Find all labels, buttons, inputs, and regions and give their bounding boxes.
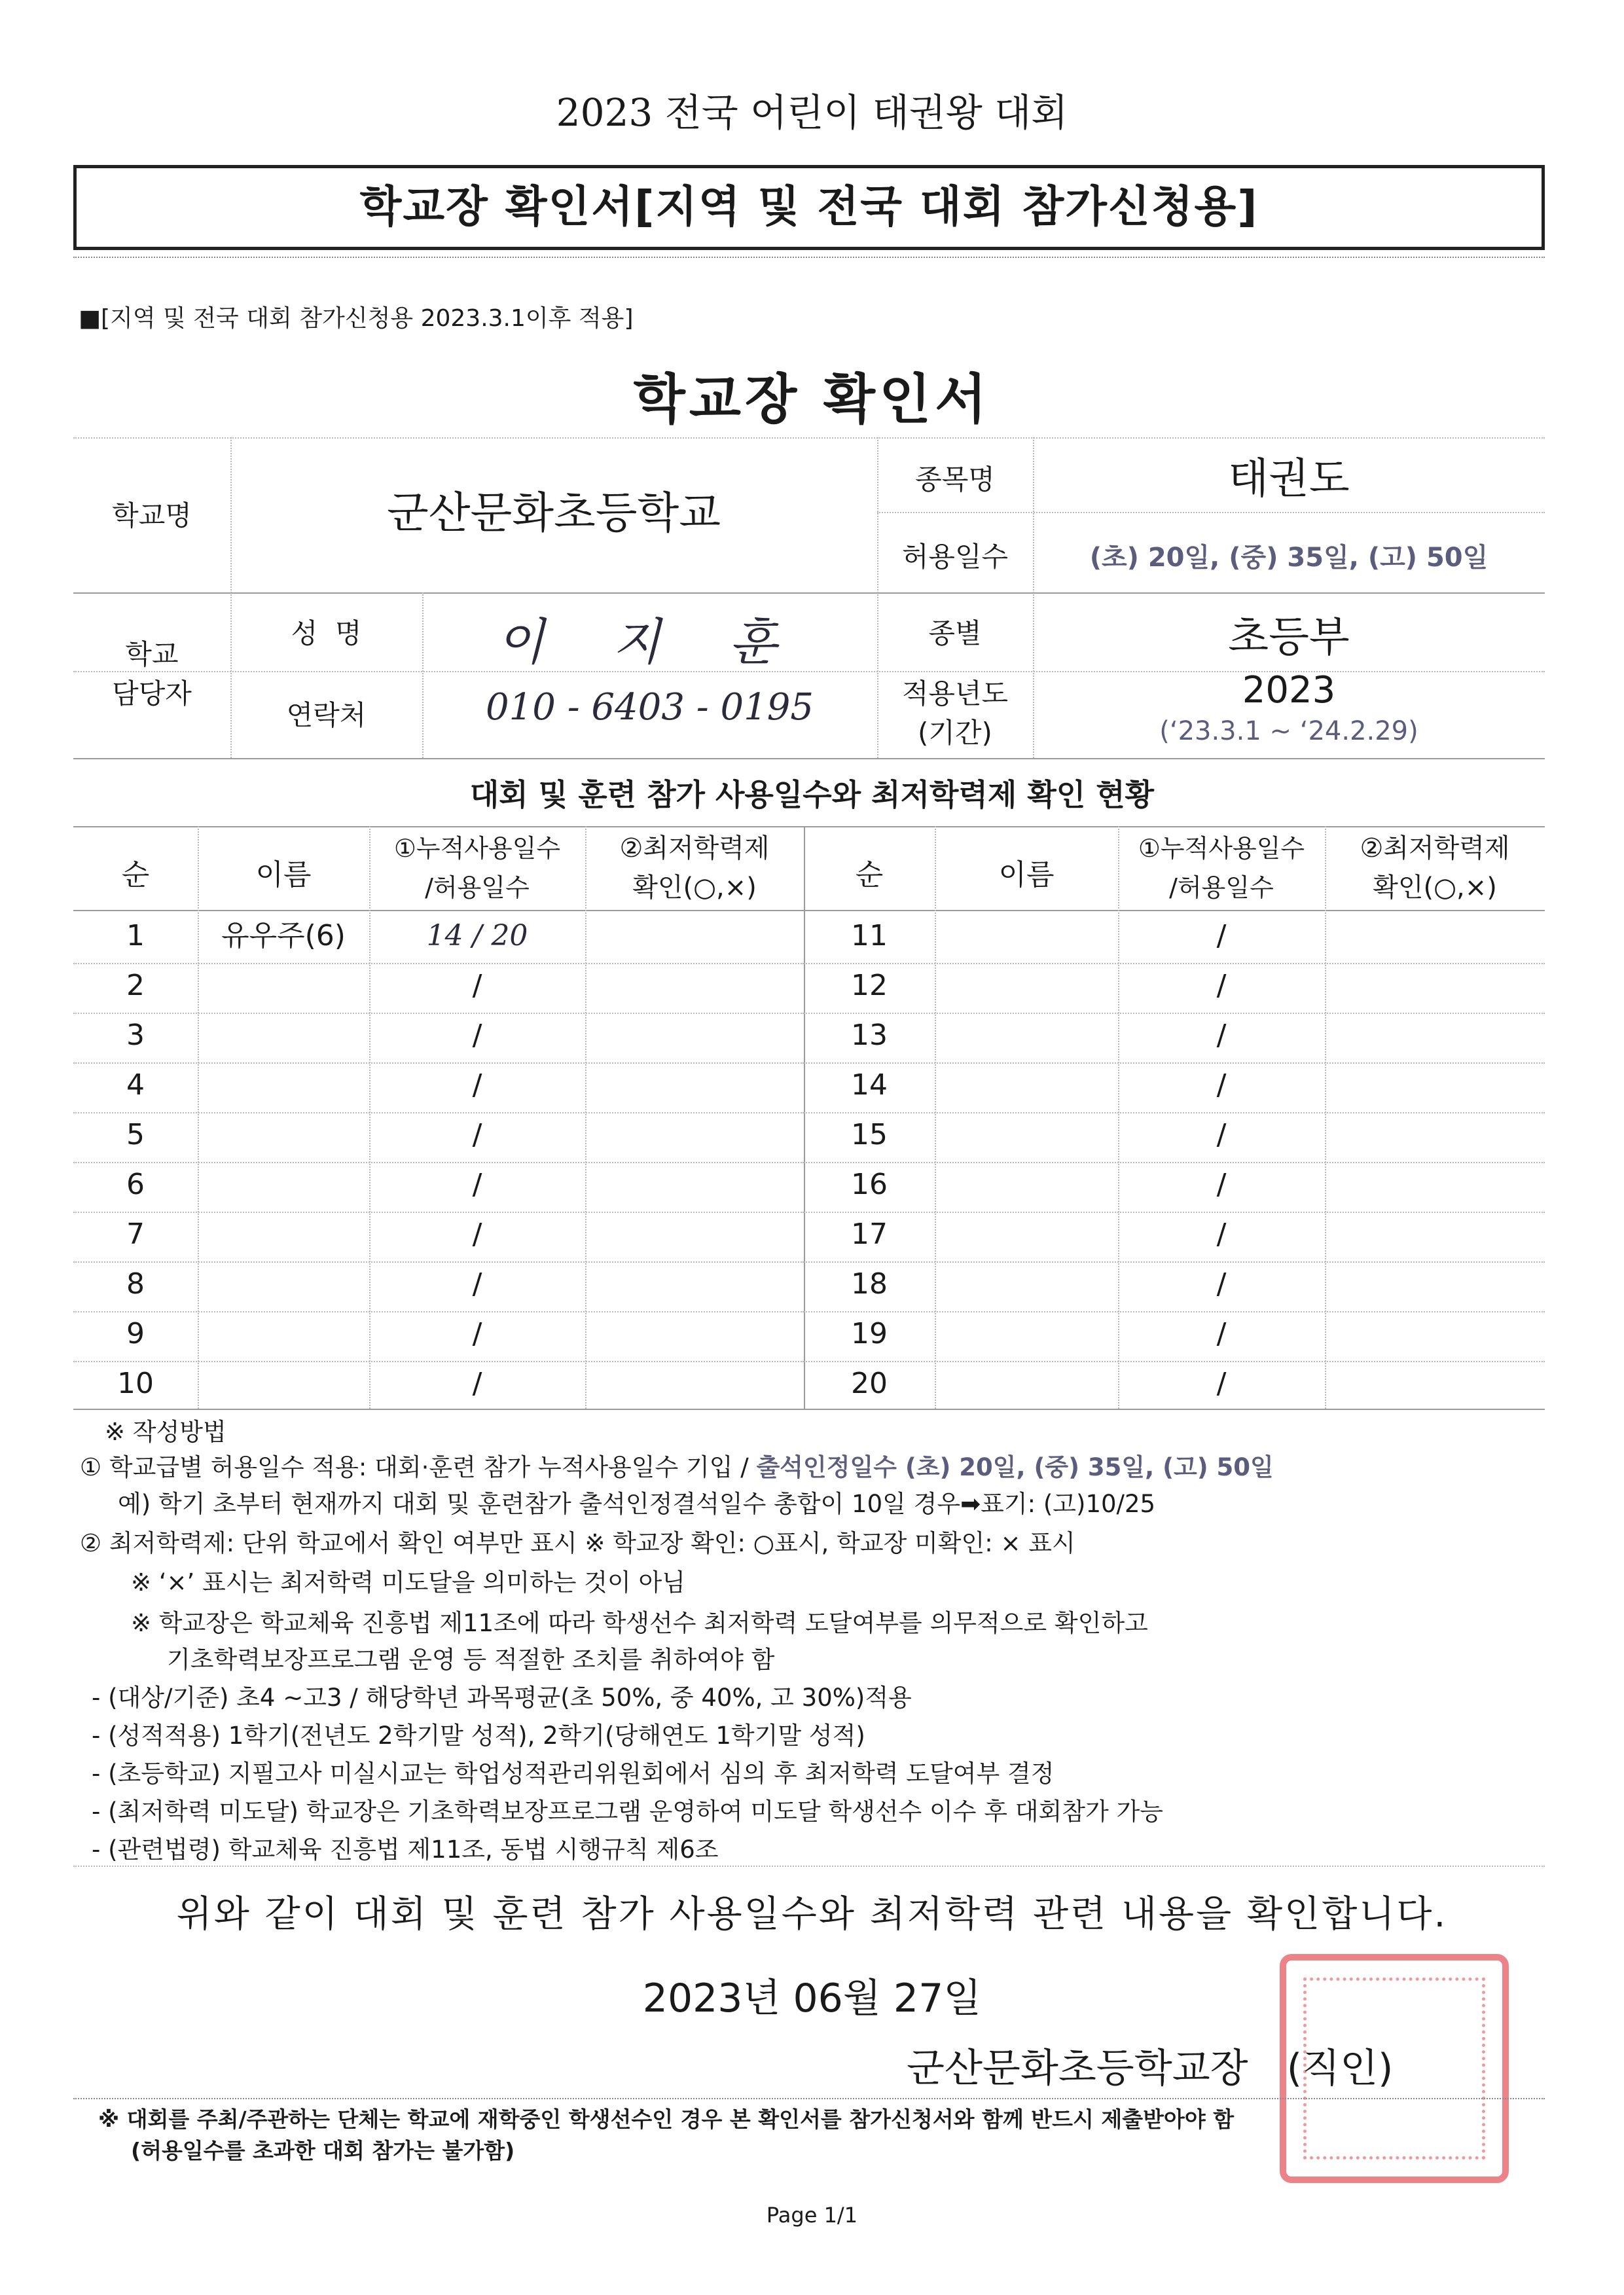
table-cell-no-left: 10 [117,1367,154,1400]
table-cell-no-right: 15 [851,1118,888,1151]
table-cell-no-left: 4 [126,1068,145,1102]
table-cell-check-left [585,1112,804,1158]
signer: 군산문화초등학교장 (직인) [907,2046,1394,2091]
contact-value: 010 - 6403 - 0195 [486,686,814,729]
note-1: ① 학교급별 허용일수 적용: 대회·훈련 참가 누적사용일수 기입 / 출석인정일수 (초) 20일, (중) 35일, (고) 50일 [80,1453,1274,1481]
table-cell-days-right: / [1216,1367,1227,1400]
days-value: (초) 20일, (중) 35일, (고) 50일 [1089,543,1489,573]
note-2: ② 최저학력제: 단위 학교에서 확인 여부만 표시 ※ 학교장 확인: ○표시, 학교장 미확인: × 표시 [80,1529,1075,1557]
table-cell-name-right [935,1112,1118,1158]
division-value: 초등부 [1228,613,1350,662]
table-cell-check-left [585,1311,804,1357]
table-cell-days-left: / [472,1218,482,1251]
doc-title: 학교장 확인서[지역 및 전국 대회 참가신청용] [359,181,1259,232]
table-cell-days-left: / [472,1317,482,1350]
table-cell-days-left: / [472,1267,482,1301]
note-2-sub2: ※ 학교장은 학교체육 진흥법 제11조에 따라 학생선수 최저학력 도달여부를 의무적으로 확인하고 [131,1609,1148,1637]
doc-title-box [73,165,1545,250]
table-cell-days-left: / [472,1118,482,1151]
table-cell-check-left [585,913,804,959]
table-cell-check-right [1325,1261,1545,1307]
table-cell-name-left [198,1112,369,1158]
table-cell-check-right [1325,1162,1545,1208]
note-1-example: 예) 학기 초부터 현재까지 대회 및 훈련참가 출석인정결석일수 총합이 10일 경우➡표기: (고)10/25 [118,1490,1156,1518]
divider [73,257,1545,258]
name-value: 이 지 훈 [496,613,803,671]
note-2-sub3: 기초학력보장프로그램 운영 등 적절한 조치를 취하여야 함 [167,1646,775,1674]
table-cell-no-right: 14 [851,1068,888,1102]
contact-label: 연락처 [286,699,367,731]
sport-value: 태권도 [1228,455,1350,503]
table-cell-name-left [198,1062,369,1108]
table-cell-no-left: 5 [126,1118,145,1151]
table-cell-name-right [935,963,1118,1009]
table-cell-name-left [198,1162,369,1208]
form-title: 학교장 확인서 [633,369,991,431]
table-cell-days-right: / [1216,1168,1227,1201]
table-cell-no-left: 1 [126,919,145,952]
table-cell-check-right [1325,963,1545,1009]
table-cell-name-right [935,1212,1118,1257]
confirm-statement: 위와 같이 대회 및 훈련 참가 사용일수와 최저학력 관련 내용을 확인합니다. [176,1893,1448,1936]
table-cell-name-right [935,1311,1118,1357]
table-cell-days-left: / [472,1068,482,1102]
table-cell-days-right: / [1216,1317,1227,1350]
table-cell-no-right: 11 [851,919,888,952]
header-days-left: ①누적사용일수 /허용일수 [393,834,561,902]
table-cell-days-right: / [1216,919,1227,952]
confirm-date: 2023년 06월 27일 [642,1976,982,2021]
table-cell-check-right [1325,1212,1545,1257]
table-cell-name-left [198,1361,369,1407]
division-label: 종별 [928,617,982,649]
table-cell-name-left [198,1013,369,1058]
table-cell-check-right [1325,913,1545,959]
sub-note: ■[지역 및 전국 대회 참가신청용 2023.3.1이후 적용] [79,305,634,332]
table-cell-days-right: / [1216,1267,1227,1301]
table-cell-days-left: / [472,1168,482,1201]
table-cell-check-left [585,1212,804,1257]
page-number: Page 1/1 [766,2203,858,2228]
table-cell-no-left: 9 [126,1317,145,1350]
table-cell-no-left: 7 [126,1218,145,1251]
table-cell-check-left [585,1261,804,1307]
note-detail-4: - (최저학력 미도달) 학교장은 기초학력보장프로그램 운영하여 미도달 학생선수 이수 후 대회참가 가능 [92,1798,1164,1826]
table-cell-no-right: 13 [851,1019,888,1052]
table-cell-no-right: 19 [851,1317,888,1350]
note-detail-1: - (대상/기준) 초4 ~고3 / 해당학년 과목평균(초 50%, 중 40%, 고 30%)적용 [92,1684,912,1712]
table-cell-no-right: 18 [851,1267,888,1301]
table-cell-days-right: / [1216,1218,1227,1251]
table-cell-name-left: 유우주(6) [221,919,346,952]
note-2-sub1: ※ ‘×’ 표시는 최저학력 미도달을 의미하는 것이 아님 [131,1568,685,1597]
table-title: 대회 및 훈련 참가 사용일수와 최저학력제 확인 현황 [469,777,1155,812]
note-detail-3: - (초등학교) 지필고사 미실시교는 학업성적관리위원회에서 심의 후 최저학력 도달여부 결정 [92,1760,1055,1788]
note-detail-2: - (성적적용) 1학기(전년도 2학기말 성적), 2학기(당해연도 1학기말 성적) [92,1722,865,1750]
footer-note-1: ※ 대회를 주최/주관하는 단체는 학교에 재학중인 학생선수인 경우 본 확인서를 참가신청서와 함께 반드시 제출받아야 함 [98,2106,1235,2132]
table-cell-name-right [935,1013,1118,1058]
table-cell-days-right: / [1216,1068,1227,1102]
table-cell-name-left [198,1311,369,1357]
table-cell-days-right: / [1216,1118,1227,1151]
table-cell-no-right: 20 [851,1367,888,1400]
year-value: 2023 [1242,669,1336,712]
footer-note-2: (허용일수를 초과한 대회 참가는 불가함) [131,2138,515,2163]
table-cell-check-right [1325,1112,1545,1158]
sport-label: 종목명 [915,463,995,496]
table-cell-name-right [935,1162,1118,1208]
table-cell-days-right: / [1216,969,1227,1002]
header-check-left: ②최저학력제 확인(○,×) [619,833,770,903]
manager-label: 학교 담당자 [112,638,192,710]
table-cell-no-left: 2 [126,969,145,1002]
table-cell-name-right [935,913,1118,959]
table-cell-check-left [585,1062,804,1108]
table-cell-name-left [198,1212,369,1257]
table-cell-no-left: 6 [126,1168,145,1201]
table-cell-no-right: 17 [851,1218,888,1251]
table-cell-check-right [1325,1013,1545,1058]
header-name-right: 이름 [998,858,1055,892]
table-cell-name-left [198,963,369,1009]
event-title: 2023 전국 어린이 태권왕 대회 [556,90,1068,135]
table-cell-check-right [1325,1311,1545,1357]
header-name-left: 이름 [255,858,312,892]
table-cell-no-left: 3 [126,1019,145,1052]
period-value: (‘23.3.1 ~ ‘24.2.29) [1159,716,1418,746]
header-check-right: ②최저학력제 확인(○,×) [1360,833,1510,903]
table-cell-name-right [935,1361,1118,1407]
name-label: 성 명 [291,617,362,649]
table-cell-name-left [198,1261,369,1307]
table-cell-days-left: 14 / 20 [426,919,528,952]
table-cell-days-left: / [472,1019,482,1052]
days-label: 허용일수 [901,541,1009,573]
table-cell-check-left [585,1162,804,1208]
table-cell-no-left: 8 [126,1267,145,1301]
header-no-right: 순 [855,858,884,892]
header-no-left: 순 [121,858,150,892]
table-cell-days-left: / [472,1367,482,1400]
year-label: 적용년도 (기간) [901,678,1009,749]
table-cell-name-right [935,1062,1118,1108]
table-cell-no-right: 12 [851,969,888,1002]
school-value: 군산문화초등학교 [386,488,721,538]
table-cell-check-left [585,963,804,1009]
table-cell-no-right: 16 [851,1168,888,1201]
table-cell-check-right [1325,1361,1545,1407]
note-detail-5: - (관련법령) 학교체육 진흥법 제11조, 동법 시행규칙 제6조 [92,1835,719,1864]
school-label: 학교명 [112,499,192,532]
header-days-right: ①누적사용일수 /허용일수 [1138,834,1305,902]
table-cell-check-left [585,1013,804,1058]
table-cell-days-left: / [472,969,482,1002]
table-cell-name-right [935,1261,1118,1307]
notes-heading: ※ 작성방법 [105,1418,226,1446]
table-cell-days-right: / [1216,1019,1227,1052]
table-cell-check-right [1325,1062,1545,1108]
table-cell-check-left [585,1361,804,1407]
